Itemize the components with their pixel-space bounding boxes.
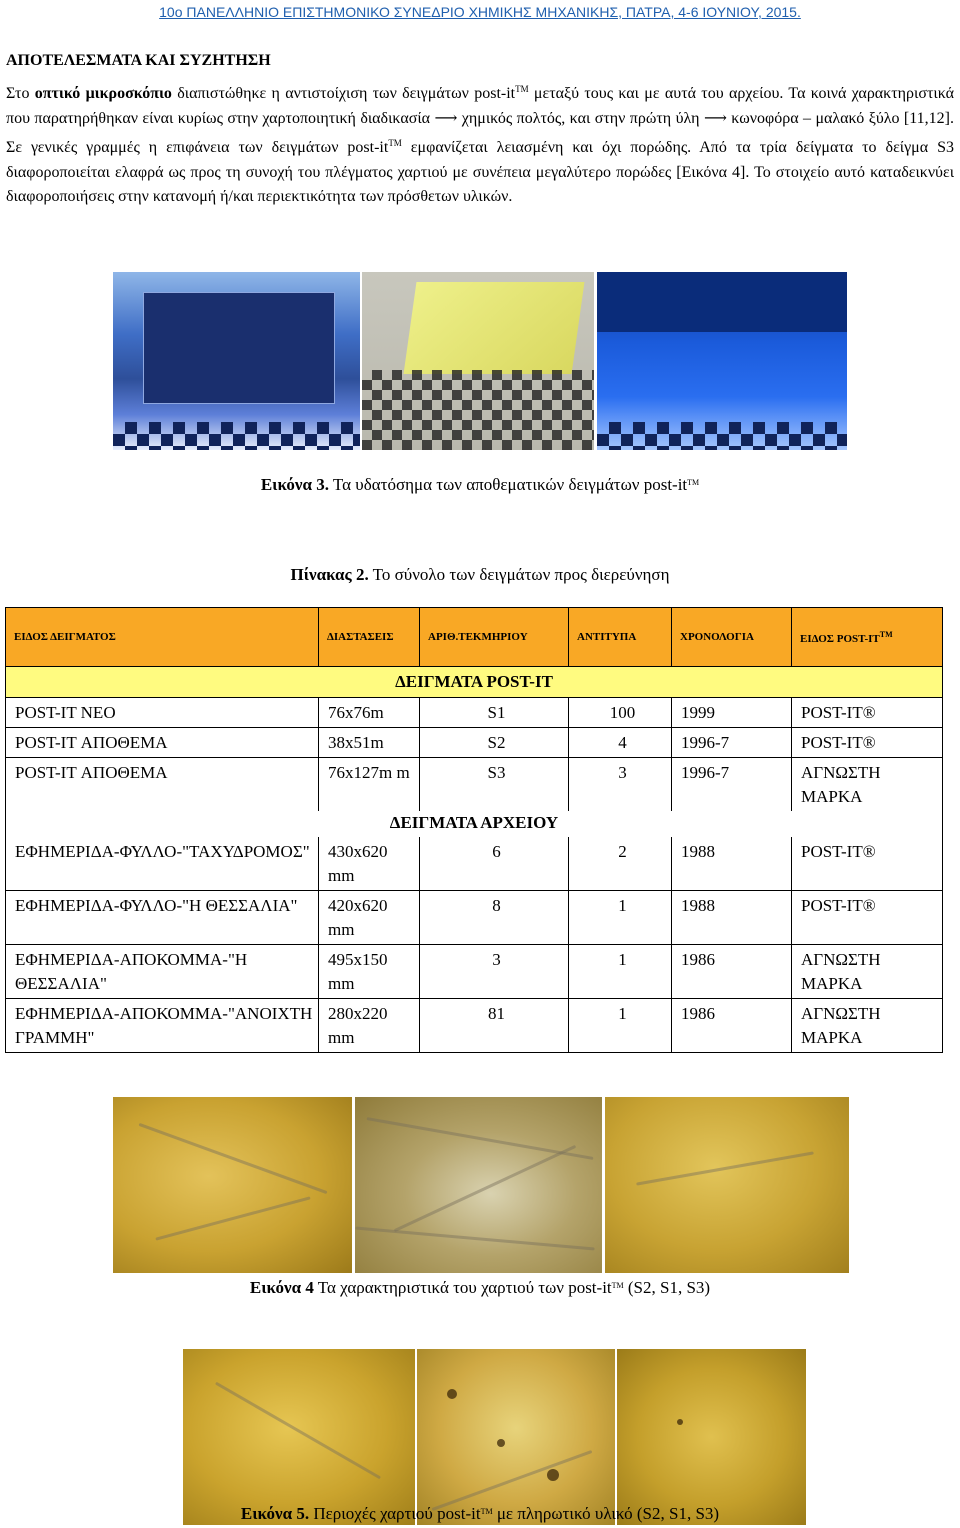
group-title: ΔΕΙΓΜΑΤΑ POST-IT — [6, 667, 943, 698]
text-segment: μεταξύ τους και με αυτά του αρχείου. Τα κοινά χαρακτηριστικά που παρατηρήθηκαν είναι κυρίως στην χαρτοποιητική διαδικασία — [6, 85, 954, 127]
trademark-mark: TM — [611, 1281, 624, 1290]
caption-text: Τα χαρακτηριστικά του χαρτιού των post-it — [313, 1278, 612, 1297]
cell-dimensions: 280x220 mm — [319, 999, 420, 1053]
post-it-sample — [404, 282, 585, 374]
cell-date: 1986 — [672, 999, 792, 1053]
caption-text: Το σύνολο των δειγμάτων προς διερεύνηση — [368, 565, 670, 584]
filler-particle — [497, 1439, 505, 1447]
cell-record-number: 8 — [420, 891, 569, 945]
cell-record-number: 3 — [420, 945, 569, 999]
table-row — [6, 891, 943, 945]
cell-dimensions: 76x76m — [319, 698, 420, 728]
scale-bar — [597, 422, 847, 450]
cell-sample-type: POST-IT ΑΠΟΘΕΜΑ — [6, 728, 319, 758]
figure-label: Εικόνα 5. — [240, 1504, 310, 1523]
cell-sample-type: POST-IT ΝΕΟ — [6, 698, 319, 728]
page-header: 10ο ΠΑΝΕΛΛΗΝΙΟ ΕΠΙΣΤΗΜΟΝΙΚΟ ΣΥΝΕΔΡΙΟ ΧΗΜΙΚΗΣ ΜΗΧΑΝΙΚΗΣ, ΠΑΤΡΑ, 4-6 ΙΟΥΝΙΟΥ, 2015. — [159, 4, 801, 20]
cell-copies: 3 — [569, 758, 672, 812]
figure-label: Εικόνα 3. — [260, 475, 329, 494]
micrograph-s2 — [113, 1097, 352, 1273]
fiber-texture — [155, 1196, 310, 1240]
text-segment: εμφανίζεται λειασμένη και όχι πορώδης. Από τα τρία δείγματα το δείγμα S3 διαφοροποιείται ελαφρά ως προς τη συνοχή του πλέγματος χαρτιού με συνέπεια μεγαλύτερο πορώδες [Εικόνα 4]. Το στοιχείο αυτό καταδεικνύει διαφοροποιήσεις στην κατανομή ή/και περιεκτικότητα των πρόσθετων υλικών. — [6, 139, 955, 205]
fiber-texture — [636, 1151, 814, 1185]
cell-copies: 1 — [569, 999, 672, 1053]
filler-micrograph-s1 — [417, 1349, 615, 1525]
cell-postit-type: ΑΓΝΩΣΤΗ ΜΑΡΚΑ — [792, 999, 943, 1053]
table-row — [6, 758, 943, 812]
table2-caption — [0, 565, 960, 585]
scale-bar — [362, 370, 594, 450]
fiber-texture — [355, 1227, 594, 1251]
fiber-texture — [394, 1145, 577, 1232]
trademark-mark: TM — [879, 629, 893, 639]
cell-copies: 100 — [569, 698, 672, 728]
cell-postit-type: POST-IT® — [792, 728, 943, 758]
text-segment: κωνοφόρα – μαλακό ξύλο [11,12]. Σε γενικές γραμμές η επιφάνεια των δειγμάτων post-it — [6, 109, 954, 156]
table-label: Πίνακας 2. — [290, 565, 369, 584]
cell-date: 1996-7 — [672, 728, 792, 758]
col-header-postit-type — [792, 608, 943, 667]
cell-record-number: 6 — [420, 837, 569, 891]
scale-bar — [113, 422, 360, 450]
group-row-postit — [6, 667, 943, 698]
cell-dimensions: 76x127m m — [319, 758, 420, 812]
micrograph-s1 — [355, 1097, 602, 1273]
cell-record-number: S2 — [420, 728, 569, 758]
results-paragraph — [6, 77, 954, 210]
cell-postit-type: POST-IT® — [792, 837, 943, 891]
table-header-row — [6, 608, 943, 667]
col-header-sample-type: ΕΙΔΟΣ ΔΕΙΓΜΑΤΟΣ — [6, 608, 319, 667]
caption-text: Περιοχές χαρτιού post-it — [309, 1504, 481, 1523]
arrow-icon: ⟶ — [703, 109, 727, 127]
cell-dimensions: 430x620 mm — [319, 837, 420, 891]
table-row — [6, 698, 943, 728]
caption-suffix: με πληρωτικό υλικό (S2, S1, S3) — [492, 1504, 720, 1523]
cell-copies: 1 — [569, 891, 672, 945]
fiber-texture — [215, 1382, 381, 1480]
cell-sample-type: ΕΦΗΜΕΡΙΔΑ-ΦΥΛΛΟ-"Η ΘΕΣΣΑΛΙΑ" — [6, 891, 319, 945]
text-segment: Στο — [6, 85, 35, 102]
cell-postit-type: ΑΓΝΩΣΤΗ ΜΑΡΚΑ — [792, 945, 943, 999]
figure5-caption — [0, 1504, 960, 1524]
cell-date: 1988 — [672, 891, 792, 945]
cell-date: 1999 — [672, 698, 792, 728]
table-row — [6, 728, 943, 758]
trademark-mark: TM — [515, 84, 529, 94]
watermark-photo-3 — [597, 272, 847, 450]
col-header-record-number: ΑΡΙΘ.ΤΕΚΜΗΡΙΟΥ — [420, 608, 569, 667]
micrograph-s3 — [605, 1097, 849, 1273]
figure4-caption — [0, 1278, 960, 1298]
filler-micrograph-s3 — [617, 1349, 806, 1525]
cell-date: 1996-7 — [672, 758, 792, 812]
cell-date: 1986 — [672, 945, 792, 999]
cell-dimensions: 38x51m — [319, 728, 420, 758]
cell-sample-type: ΕΦΗΜΕΡΙΔΑ-ΑΠΟΚΟΜΜΑ-"Η ΘΕΣΣΑΛΙΑ" — [6, 945, 319, 999]
trademark-mark: TM — [480, 1507, 493, 1516]
post-it-sample — [143, 292, 335, 404]
cell-sample-type: POST-IT ΑΠΟΘΕΜΑ — [6, 758, 319, 812]
cell-copies: 2 — [569, 837, 672, 891]
cell-dimensions: 495x150 mm — [319, 945, 420, 999]
fiber-texture — [432, 1450, 593, 1511]
filler-particle — [547, 1469, 559, 1481]
cell-record-number: S3 — [420, 758, 569, 812]
cell-dimensions: 420x620 mm — [319, 891, 420, 945]
table-row — [6, 999, 943, 1053]
caption-suffix: (S2, S1, S3) — [623, 1278, 711, 1297]
post-it-sample — [597, 272, 847, 332]
cell-sample-type: ΕΦΗΜΕΡΙΔΑ-ΑΠΟΚΟΜΜΑ-"ΑΝΟΙΧΤΗ ΓΡΑΜΜΗ" — [6, 999, 319, 1053]
col-header-date: ΧΡΟΝΟΛΟΓΙΑ — [672, 608, 792, 667]
section-title: ΑΠΟΤΕΛΕΣΜΑΤΑ ΚΑΙ ΣΥΖΗΤΗΣΗ — [6, 52, 271, 69]
figure-label: Εικόνα 4 — [249, 1278, 314, 1297]
watermark-photo-2 — [362, 272, 594, 450]
watermark-photo-1 — [113, 272, 360, 450]
cell-copies: 4 — [569, 728, 672, 758]
bold-term: οπτικό μικροσκόπιο — [34, 85, 172, 102]
table-row — [6, 945, 943, 999]
cell-copies: 1 — [569, 945, 672, 999]
figure3-caption — [0, 475, 960, 495]
text-segment: χημικός πολτός, και στην πρώτη ύλη — [457, 109, 704, 127]
table-row — [6, 837, 943, 891]
header-text: ΕΙΔΟΣ POST-IT — [800, 632, 880, 645]
group-title: ΔΕΙΓΜΑΤΑ ΑΡΧΕΙΟΥ — [6, 811, 943, 837]
caption-text: Τα υδατόσημα των αποθεματικών δειγμάτων post-it — [328, 475, 688, 494]
cell-postit-type: POST-IT® — [792, 698, 943, 728]
cell-postit-type: POST-IT® — [792, 891, 943, 945]
cell-postit-type: ΑΓΝΩΣΤΗ ΜΑΡΚΑ — [792, 758, 943, 812]
group-row-archive — [6, 811, 943, 837]
cell-date: 1988 — [672, 837, 792, 891]
trademark-mark: TM — [388, 138, 402, 148]
cell-record-number: S1 — [420, 698, 569, 728]
filler-particle — [447, 1389, 457, 1399]
arrow-icon: ⟶ — [434, 109, 458, 127]
cell-sample-type: ΕΦΗΜΕΡΙΔΑ-ΦΥΛΛΟ-"ΤΑΧΥΔΡΟΜΟΣ" — [6, 837, 319, 891]
filler-particle — [677, 1419, 683, 1425]
filler-micrograph-s2 — [183, 1349, 415, 1525]
fiber-texture — [139, 1123, 328, 1194]
trademark-mark: TM — [687, 478, 700, 487]
text-segment: διαπιστώθηκε η αντιστοίχιση των δειγμάτων post-it — [171, 85, 516, 102]
cell-record-number: 81 — [420, 999, 569, 1053]
col-header-dimensions: ΔΙΑΣΤΑΣΕΙΣ — [319, 608, 420, 667]
col-header-copies: ΑΝΤΙΤΥΠΑ — [569, 608, 672, 667]
samples-table — [5, 607, 943, 1053]
